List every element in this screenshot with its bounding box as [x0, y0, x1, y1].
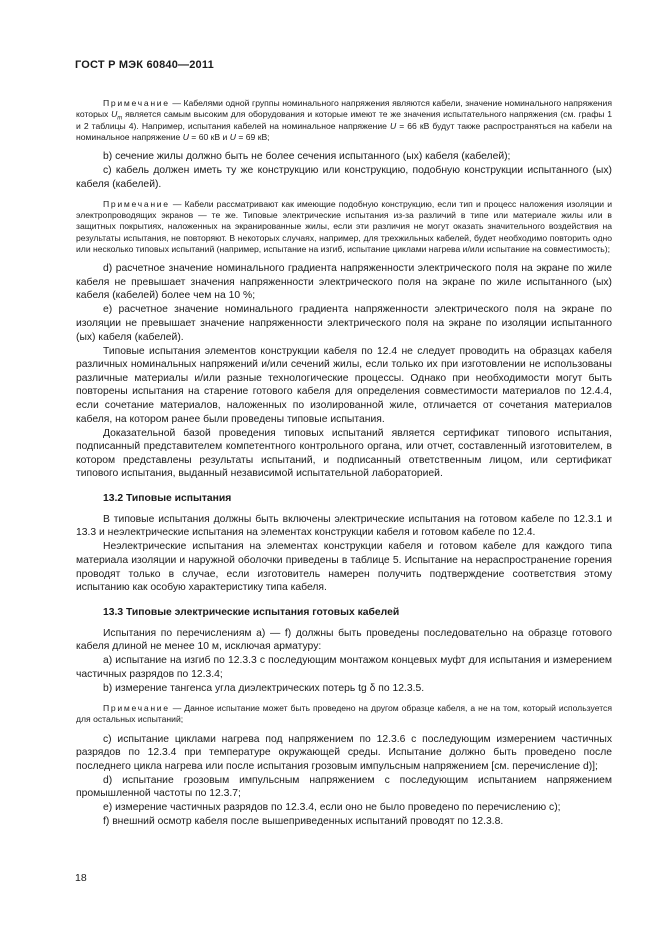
list-item-e: e) расчетное значение номинального градиента напряженности электрического поля на экране по изоляции не превышает значение напряженности электрического поля на экране по изоляции испытанного (ых) кабеля (кабелей).	[76, 304, 612, 343]
list-item-c: c) кабель должен иметь ту же конструкцию или конструкцию, подобную конструкции испытанного (ых) кабеля (кабелей).	[76, 165, 612, 190]
delta-symbol: δ	[369, 682, 376, 694]
list-item-b: b) сечение жилы должно быть не более сечения испытанного (ых) кабеля (кабелей);	[103, 151, 511, 163]
paragraph-evidence: Доказательной базой проведения типовых испытаний является сертификат типового испытания, подписанный представителем компетентного контрольного органа, или отчет, составленный изготовителем, в котором представлены результаты испытаний, и подписанный ответственным лицом, или сертификат типового испытания, выданный независимой испытательной лабораторией.	[76, 427, 612, 480]
page-content	[76, 98, 612, 829]
test-item-c: c) испытание циклами нагрева под напряжением по 12.3.6 с последующим измерением частичных разрядов по 12.3.4 при температуре окружающей среды. Испытание должно быть проведено после последнего цикла нагрева или после испытания грозовым импульсным напряжением [см. перечисление d)];	[76, 733, 612, 772]
section-heading-13-3: 13.3 Типовые электрические испытания готовых кабелей	[103, 607, 400, 619]
list-item-d: d) расчетное значение номинального градиента напряженности электрического поля на экране по жиле кабеля не превышает значения напряженности электрического поля на экране по жиле испытанного (ых) кабеля (кабелей) более чем на 10 %;	[76, 263, 612, 302]
note-label: Примечание	[103, 98, 170, 108]
document-header: ГОСТ Р МЭК 60840—2011	[75, 59, 214, 71]
note-group-voltage: Примечание — Кабелями одной группы номинального напряжения являются кабели, значение номинального напряжения которых $U_m$ является самым высоким для оборудования и которые имеют те же значения испытательного напряжения (см. графы 1 и 2 таблицы 4). Например, испытания кабелей на номинальное напряжение U = 66 кВ будут также распространяться на кабели на номинальное напряжение U = 60 кВ и U = 69 кВ;	[76, 98, 612, 142]
section-heading-13-2: 13.2 Типовые испытания	[103, 493, 232, 505]
section-13-2-paragraph: Неэлектрические испытания на элементах конструкции кабеля и готовом кабеле для каждого типа материала изоляции и наружной оболочки приведены в таблице 5. Испытание на нераспространение горения проводят только в случае, если изготовитель намерен получить подтверждение соответствия этому испытанию как особую характеристику типа кабеля.	[76, 541, 612, 594]
test-item-d: d) испытание грозовым импульсным напряжением с последующим испытанием напряжением промышленной частоты по 12.3.7;	[76, 774, 612, 800]
page-number: 18	[75, 872, 87, 884]
note-separate-sample: Примечание — Данное испытание может быть проведено на другом образце кабеля, а не на том, который используется для остальных испытаний;	[76, 702, 613, 725]
test-item-b: b) измерение тангенса угла диэлектрических потерь tg δ по 12.3.5.	[103, 682, 425, 694]
section-13-2-paragraph: В типовые испытания должны быть включены электрические испытания на готовом кабеле по 12.3.1 и 13.3 и неэлектрические испытания на элементах конструкции кабеля и готовом кабеле по 12.4.	[76, 513, 612, 539]
note-label: Примечание	[103, 702, 170, 713]
note-label: Примечание	[103, 198, 170, 209]
test-item-a: а) испытание на изгиб по 12.3.3 с последующим монтажом концевых муфт для испытания и измерением частичных разрядов по 12.3.4;	[76, 655, 612, 680]
test-item-f: f) внешний осмотр кабеля после вышеприведенных испытаний проводят по 12.3.8.	[103, 816, 504, 828]
test-item-e: е) измерение частичных разрядов по 12.3.4, если оно не было проведено по перечислению c);	[103, 802, 561, 814]
paragraph-type-tests: Типовые испытания элементов конструкции кабеля по 12.4 не следует проводить на образцах кабеля различных номинальных напряжений и/или сечений жилы, если только их при изготовлении не использованы различные материалы и/или разные технологические процессы. Однако при необходимости могут быть повторены испытания на старение готового кабеля для определения совместимости материалов по 12.4.4, если сочетание материалов, наложенных по изолированной жиле, отличается от сочетания материалов кабеля, на котором ранее были проведены типовые испытания.	[76, 345, 612, 425]
note-similar-design: Примечание — Кабели рассматривают как имеющие подобную конструкцию, если тип и процесс наложения изоляции и электропроводящих экранов — те же. Типовые электрические испытания из-за различий в типе или материале жилы или в защитных покрытиях, наложенных на экранированные жилы, если эти различия не могут оказать значительного воздействия на результаты испытания, не повторяют. В некоторых случаях, например, для трехжильных кабелей, будет необходимо повторить одно или несколько типовых испытаний (например, испытание на изгиб, испытание циклами нагрева и/или испытание на совместимость);	[76, 198, 612, 254]
section-13-3-intro: Испытания по перечислениям а) — f) должны быть проведены последовательно на образце готового кабеля длиной не менее 10 м, исключая арматуру:	[76, 627, 612, 653]
